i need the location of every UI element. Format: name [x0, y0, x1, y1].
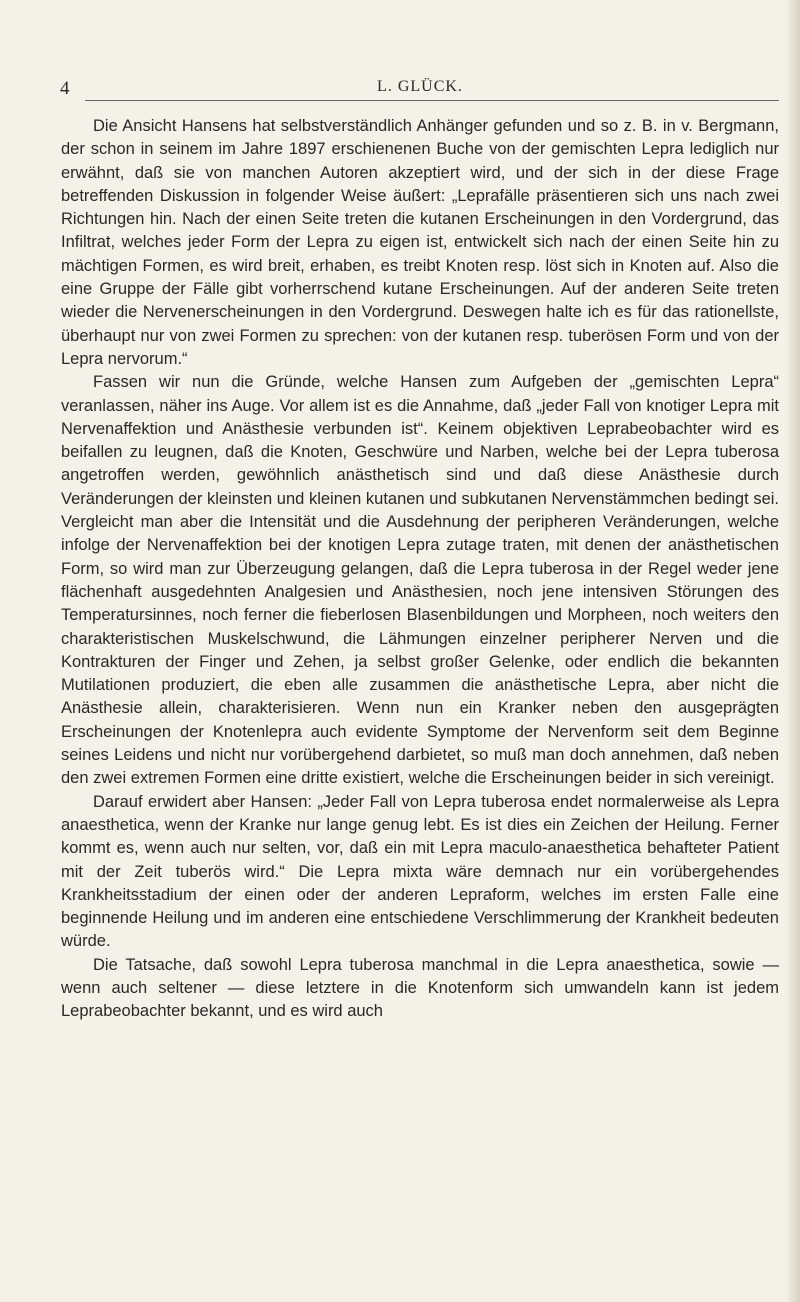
- page-number: 4: [60, 78, 70, 99]
- body-text: [61, 115, 779, 1024]
- paragraph-4: Die Tatsache, daß sowohl Lepra tuberosa manchmal in die Lepra anaesthetica, sowie — wenn auch seltener — diese letztere in die Knotenform sich umwandeln kann ist jedem Leprabeobachter bekannt, und es wird auch: [61, 955, 779, 1021]
- page-edge-shadow: [788, 0, 800, 1302]
- header-rule: [85, 100, 779, 101]
- paragraph-3: Darauf erwidert aber Hansen: „Jeder Fall von Lepra tuberosa endet normalerweise als Lepra anaesthetica, wenn der Kranke nur lange genug lebt. Es ist dies ein Zeichen der Heilung. Ferner kommt es, wenn auch nur selten, vor, daß ein mit Lepra maculo-anaesthetica behafteter Patient mit der Zeit tuberös wird.“ Die Lepra mixta wäre demnach nur ein vorübergehendes Krankheitsstadium der einen oder der anderen Lepraform, welches im ersten Falle eine beginnende Heilung und im anderen eine entschiedene Verschlimmerung der Krankheit bedeuten würde.: [61, 792, 779, 951]
- running-head: L. GLÜCK.: [377, 78, 463, 95]
- paragraph-2: Fassen wir nun die Gründe, welche Hansen zum Aufgeben der „gemischten Lepra“ veranlassen, näher ins Auge. Vor allem ist es die Annahme, daß „jeder Fall von knotiger Lepra mit Nervenaffektion und Anästhesie verbunden ist“. Keinem objektiven Leprabeobachter wird es beifallen zu leugnen, daß die Knoten, Geschwüre und Narben, welche bei der Lepra tuberosa angetroffen werden, gewöhnlich anästhetisch sind und daß diese Anästhesie durch Veränderungen der kleinsten und kleinen kutanen und subkutanen Nervenstämmchen bedingt sei. Vergleicht man aber die Intensität und die Ausdehnung der peripheren Veränderungen, welche infolge der Nervenaffektion bei der knotigen Lepra zutage traten, mit denen der anästhetischen Form, so wird man zur Überzeugung gelangen, daß die Lepra tuberosa in der Regel weder jene flächenhaft ausgedehnten Analgesien und Anästhesien, noch jene intensiven Störungen des Temperatursinnes, noch ferner die fieberlosen Blasenbildungen und Morpheen, noch weiters den charakteristischen Muskelschwund, die Lähmungen einzelner peripherer Nerven und die Kontrakturen der Finger und Zehen, ja selbst großer Gelenke, oder endlich die bekannten Mutilationen produziert, die eben alle zusammen die anästhetische Lepra, aber nicht die Anästhesie allein, charakterisieren. Wenn nun ein Kranker neben den ausgeprägten Erscheinungen der Knotenlepra auch evidente Symptome der Nervenform seit dem Beginne seines Leidens und nicht nur vorübergehend darbietet, so muß man doch annehmen, daß neben den zwei extremen Formen eine dritte existiert, welche die Erscheinungen beider in sich vereinigt.: [61, 373, 779, 788]
- paragraph-1: Die Ansicht Hansens hat selbstverständlich Anhänger gefunden und so z. B. in v. Bergmann, der schon in seinem im Jahre 1897 erschienenen Buche von der gemischten Lepra lediglich nur erwähnt, daß sie von manchen Autoren akzeptiert wird, und der sich in der diese Frage betreffenden Diskussion in folgender Weise äußert: „Leprafälle präsentieren sich uns nach zwei Richtungen hin. Nach der einen Seite treten die kutanen Erscheinungen in den Vordergrund, das Infiltrat, welches jeder Form der Lepra zu eigen ist, entwickelt sich nach der einen Seite hin zu mächtigen Formen, es wird breit, erhaben, es treibt Knoten resp. löst sich in Knoten auf. Also die eine Gruppe der Fälle gibt vorherrschend kutane Erscheinungen. Auf der anderen Seite treten wieder die Nervenerscheinungen in den Vordergrund. Deswegen halte ich es für das rationellste, überhaupt nur von zwei Formen zu sprechen: von der kutanen resp. tuberösen Form und von der Lepra nervorum.“: [61, 117, 779, 368]
